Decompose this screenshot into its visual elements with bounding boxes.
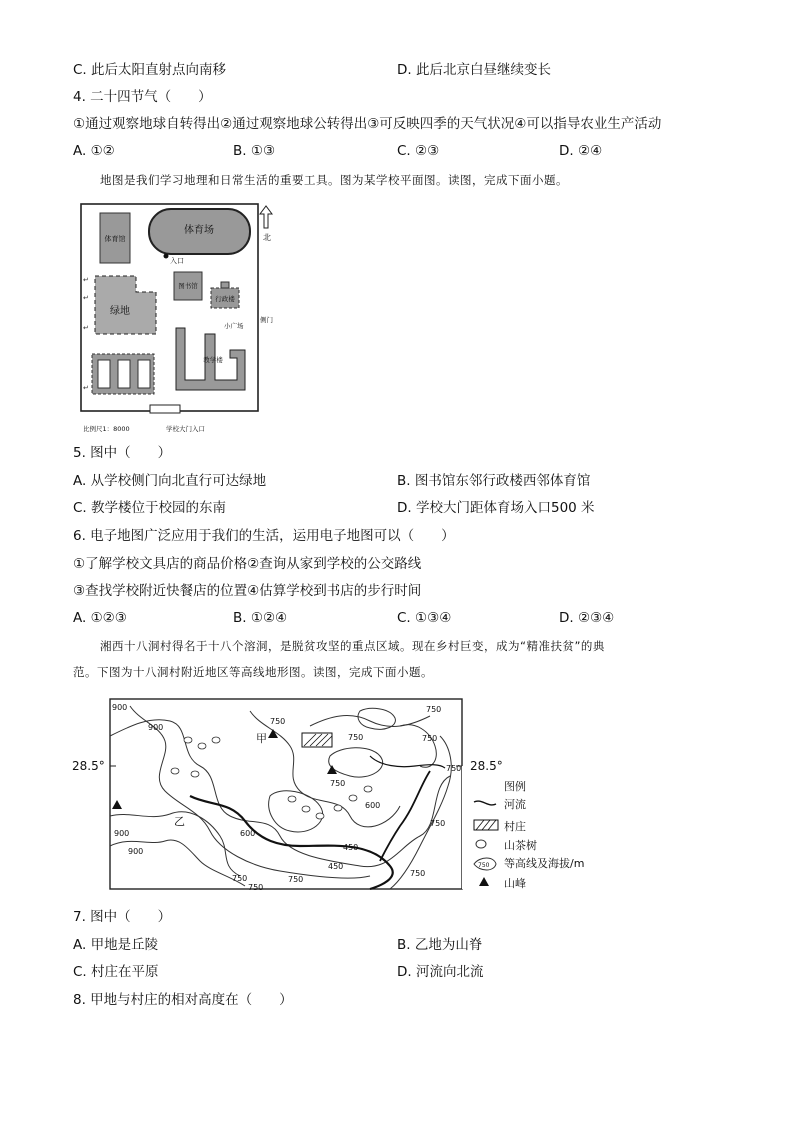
- q7-option-b: B. 乙地为山脊: [397, 937, 483, 953]
- q4-stem: 4. 二十四节气（ ）: [73, 89, 212, 105]
- q7-option-d: D. 河流向北流: [397, 964, 484, 980]
- scale-label: 比例尺1：8000: [83, 425, 130, 433]
- side-gate-label: 侧门: [260, 316, 273, 324]
- elev-label: 750: [410, 869, 426, 878]
- q6-option-d: D. ②③④: [559, 610, 615, 626]
- svg-text:↵: ↵: [83, 324, 89, 332]
- elev-label: 450: [328, 862, 344, 871]
- library-label: 图书馆: [178, 282, 198, 290]
- gym-label: 体育馆: [104, 235, 126, 243]
- elev-label: 750: [422, 734, 438, 743]
- q5-stem: 5. 图中（ ）: [73, 445, 172, 461]
- q5-option-a: A. 从学校侧门向北直行可达绿地: [73, 473, 267, 489]
- elev-label: 750: [270, 717, 286, 726]
- admin-label: 行政楼: [215, 295, 235, 303]
- elev-label: 750: [348, 733, 364, 742]
- green-label: 绿地: [110, 306, 130, 317]
- q3-option-c: C. 此后太阳直射点向南移: [73, 62, 227, 78]
- q5-option-d: D. 学校大门距体育场入口500 米: [397, 500, 595, 516]
- q6-option-a: A. ①②③: [73, 610, 127, 626]
- q6-stem: 6. 电子地图广泛应用于我们的生活，运用电子地图可以（ ）: [73, 528, 455, 544]
- q4-option-a: A. ①②: [73, 143, 115, 159]
- intro-contour-line1: 湘西十八洞村得名于十八个溶洞，是脱贫攻坚的重点区域。现在乡村巨变，成为“精准扶贫”的典: [100, 639, 605, 653]
- elev-label: 750: [248, 883, 264, 892]
- lat-left-label: 28.5°: [72, 759, 105, 773]
- entrance-label: 入口: [170, 257, 184, 265]
- north-label: 北: [263, 233, 271, 242]
- school-map: [78, 200, 278, 440]
- q5-option-b: B. 图书馆东邻行政楼西邻体育馆: [397, 473, 591, 489]
- elev-label: 750: [446, 764, 462, 773]
- elev-label: 750: [430, 819, 446, 828]
- legend-camellia: 山茶树: [504, 839, 537, 852]
- elev-label: 600: [365, 801, 381, 810]
- elev-label: 900: [112, 703, 128, 712]
- q7-option-c: C. 村庄在平原: [73, 964, 159, 980]
- elev-label: 750: [232, 874, 248, 883]
- stadium-label: 体育场: [184, 225, 214, 236]
- elev-label: 900: [114, 829, 130, 838]
- elev-label: 750: [330, 779, 346, 788]
- q6-option-b: B. ①②④: [233, 610, 288, 626]
- legend-river: 河流: [504, 798, 526, 811]
- square-label: 小广场: [224, 322, 244, 330]
- legend-village: 村庄: [504, 820, 526, 833]
- q4-option-b: B. ①③: [233, 143, 276, 159]
- elev-label: 900: [128, 847, 144, 856]
- legend-contour: 等高线及海拔/m: [504, 857, 585, 870]
- legend-title: 图例: [504, 780, 526, 793]
- q7-option-a: A. 甲地是丘陵: [73, 937, 159, 953]
- elev-label: 600: [240, 829, 256, 838]
- legend-contour-sample: 750: [478, 862, 490, 869]
- q4-items: ①通过观察地球自转得出②通过观察地球公转得出③可反映四季的天气状况④可以指导农业生产活动: [73, 116, 662, 132]
- intro-school-map: 地图是我们学习地理和日常生活的重要工具。图为某学校平面图。读图，完成下面小题。: [100, 173, 568, 187]
- intro-contour-line2: 范。下图为十八洞村附近地区等高线地形图。读图，完成下面小题。: [73, 665, 433, 679]
- q6-option-c: C. ①③④: [397, 610, 452, 626]
- lat-right-label: 28.5°: [470, 759, 503, 773]
- elev-label: 900: [148, 723, 164, 732]
- legend-peak: 山峰: [504, 877, 526, 890]
- svg-text:↵: ↵: [83, 294, 89, 302]
- contour-map: [70, 696, 630, 896]
- svg-text:↵: ↵: [83, 276, 89, 284]
- svg-text:↵: ↵: [83, 384, 89, 392]
- jia-label: 甲: [256, 732, 267, 745]
- q6-items-1: ①了解学校文具店的商品价格②查询从家到学校的公交路线: [73, 556, 422, 572]
- elev-label: 750: [288, 875, 304, 884]
- main-gate-label: 学校大门入口: [166, 425, 205, 433]
- q6-items-2: ③查找学校附近快餐店的位置④估算学校到书店的步行时间: [73, 583, 422, 599]
- q7-stem: 7. 图中（ ）: [73, 909, 172, 925]
- teaching-label: 教学楼: [203, 356, 223, 364]
- elev-label: 750: [426, 705, 442, 714]
- elev-label: 450: [343, 843, 359, 852]
- q4-option-d: D. ②④: [559, 143, 603, 159]
- q4-option-c: C. ②③: [397, 143, 440, 159]
- q5-option-c: C. 教学楼位于校园的东南: [73, 500, 227, 516]
- q8-stem: 8. 甲地与村庄的相对高度在（ ）: [73, 992, 293, 1008]
- yi-label: 乙: [174, 815, 185, 828]
- q3-option-d: D. 此后北京白昼继续变长: [397, 62, 551, 78]
